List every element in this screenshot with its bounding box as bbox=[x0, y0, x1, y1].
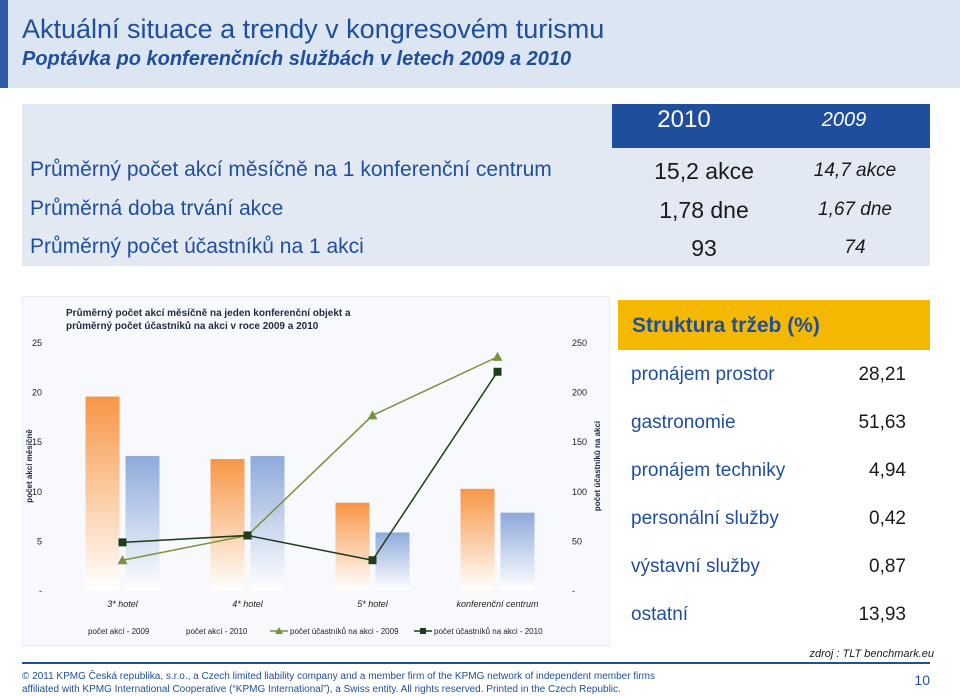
y-tick-label: 20 bbox=[31, 387, 42, 398]
revenue-divider bbox=[618, 590, 930, 591]
revenue-item-label: personální služby bbox=[631, 508, 779, 529]
revenue-divider bbox=[618, 398, 930, 399]
revenue-item-value: 0,42 bbox=[869, 508, 906, 529]
revenue-item-value: 28,21 bbox=[858, 364, 906, 385]
y-tick-label: 5 bbox=[36, 536, 42, 547]
legend-label: počet akcí - 2010 bbox=[186, 627, 248, 636]
revenue-item-value: 13,93 bbox=[858, 604, 906, 625]
legend-label: počet účastníků na akci - 2009 bbox=[290, 627, 399, 636]
y-tick-label: - bbox=[39, 586, 42, 596]
stat-value-2010: 1,78 dne bbox=[659, 197, 749, 223]
chart-panel bbox=[22, 296, 610, 646]
revenue-title: Struktura tržeb (%) bbox=[632, 314, 820, 337]
stat-value-2009: 74 bbox=[844, 237, 866, 258]
y-tick-label: 10 bbox=[31, 486, 42, 497]
stat-value-2010: 93 bbox=[691, 235, 717, 261]
revenue-item-label: ostatní bbox=[631, 604, 689, 625]
y2-tick-label: 200 bbox=[572, 387, 588, 398]
chart-title-line: Průměrný počet akcí měsíčně na jeden konferenční objekt a bbox=[66, 308, 351, 319]
category-label: konferenční centrum bbox=[456, 599, 539, 609]
stat-value-2009: 14,7 akce bbox=[813, 160, 897, 181]
y2-tick-label: 250 bbox=[572, 338, 588, 348]
footer-line-1: © 2011 KPMG Česká republika, s.r.o., a Czech limited liability company and a member firm of the KPMG network of independent member firms bbox=[22, 671, 656, 682]
stat-label: Průměrný počet akcí měsíčně na 1 konferenční centrum bbox=[30, 158, 552, 181]
page-number: 10 bbox=[914, 672, 930, 688]
page-subtitle: Poptávka po konferenčních službách v letech 2009 a 2010 bbox=[22, 48, 572, 70]
y-tick-label: 25 bbox=[31, 338, 42, 348]
stat-label: Průměrný počet účastníků na 1 akci bbox=[30, 235, 364, 258]
y2-tick-label: - bbox=[572, 586, 575, 596]
y2-axis-title: počet účastníků na akci bbox=[593, 420, 602, 512]
page-title: Aktuální situace a trendy v kongresovém turismu bbox=[22, 14, 605, 44]
legend-label: počet účastníků na akci - 2010 bbox=[434, 627, 543, 636]
stat-value-2010: 15,2 akce bbox=[654, 158, 754, 184]
header-accent-bar bbox=[0, 0, 8, 88]
revenue-divider bbox=[618, 446, 930, 447]
legend-label: počet akcí - 2009 bbox=[88, 627, 150, 636]
revenue-item-label: gastronomie bbox=[631, 412, 736, 433]
year-2010-label: 2010 bbox=[657, 106, 711, 133]
revenue-divider bbox=[618, 542, 930, 543]
revenue-item-label: pronájem techniky bbox=[631, 460, 786, 481]
source-note: zdroj : TLT benchmark.eu bbox=[809, 648, 934, 660]
y2-tick-label: 150 bbox=[572, 437, 588, 448]
revenue-item-label: pronájem prostor bbox=[631, 364, 775, 385]
y-tick-label: 15 bbox=[31, 437, 42, 448]
stat-value-2009: 1,67 dne bbox=[818, 199, 892, 220]
category-label: 3* hotel bbox=[107, 599, 138, 609]
revenue-item-value: 0,87 bbox=[869, 556, 906, 577]
y2-tick-label: 50 bbox=[572, 536, 583, 547]
footer-divider bbox=[22, 662, 930, 664]
category-label: 5* hotel bbox=[357, 599, 388, 609]
year-2009-label: 2009 bbox=[821, 109, 867, 131]
category-label: 4* hotel bbox=[232, 599, 263, 609]
chart-title-line: průměrný počet účastníků na akci v roce 2009 a 2010 bbox=[66, 321, 319, 332]
revenue-item-value: 51,63 bbox=[858, 412, 906, 433]
revenue-divider bbox=[618, 494, 930, 495]
revenue-item-label: výstavní služby bbox=[631, 556, 760, 577]
y-axis-title: počet akcí měsíčně bbox=[25, 429, 34, 503]
stat-label: Průměrná doba trvání akce bbox=[30, 197, 284, 220]
revenue-item-value: 4,94 bbox=[869, 460, 906, 481]
footer-line-2: affiliated with KPMG International Cooperative (“KPMG International”), a Swiss entity. All rights reserved. Printed in the Czech Republic. bbox=[22, 684, 621, 695]
y2-tick-label: 100 bbox=[572, 486, 588, 497]
